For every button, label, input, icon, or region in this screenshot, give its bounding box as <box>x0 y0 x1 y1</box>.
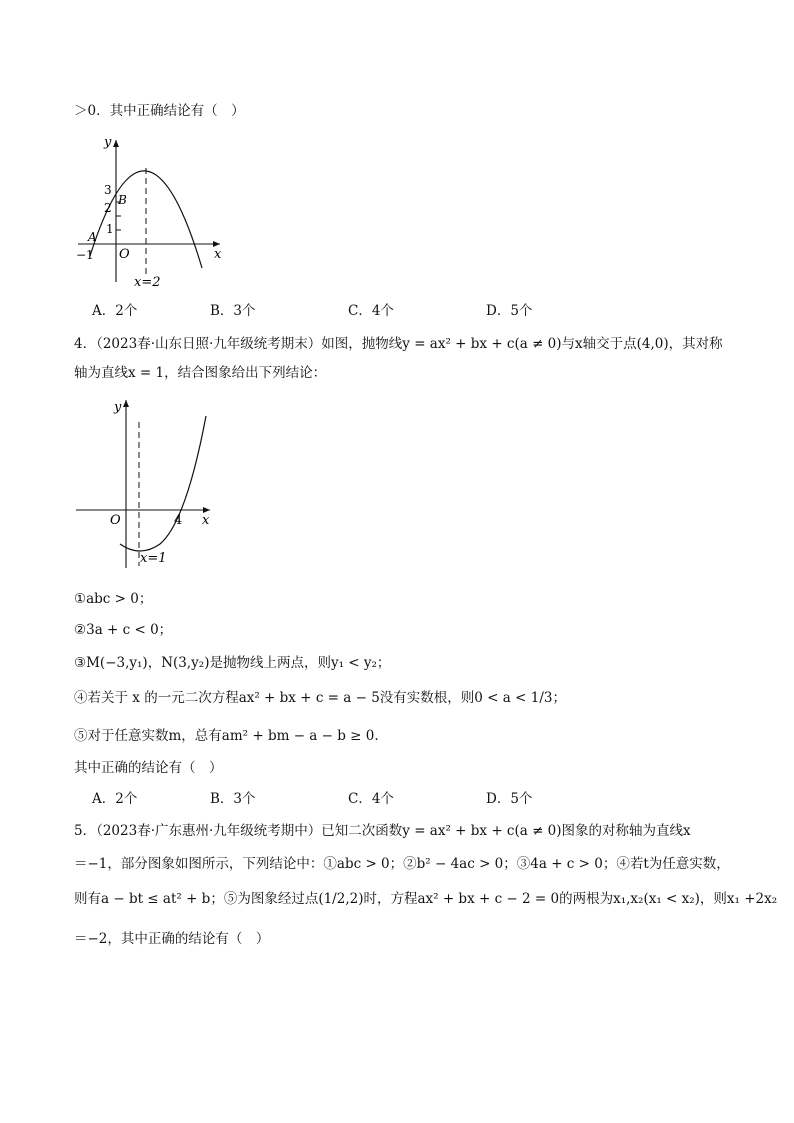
q4-option-d[interactable]: D．5个 <box>486 791 533 807</box>
q3-option-d[interactable]: D．5个 <box>486 303 533 319</box>
q3-parabola-graph <box>74 132 234 292</box>
graph2-y-label: y <box>114 400 122 415</box>
graph1-x-label: x <box>214 247 222 262</box>
graph1-axis-label: x=2 <box>134 275 161 290</box>
q5-stem-line3: 则有a − bt ≤ at² + b；⑤为图象经过点(1/2,2)时，方程ax² + bx + c − 2 = 0的两根为x₁,x₂(x₁ < x₂)，则x₁ +2x₂ <box>74 891 778 907</box>
q5-stem-line1: 5．（2023春·广东惠州·九年级统考期中）已知二次函数y = ax² + bx + c(a ≠ 0)图象的对称轴为直线x <box>74 823 691 839</box>
graph1-tick-neg1: −1 <box>76 248 94 262</box>
graph2-x-label: x <box>202 513 210 528</box>
q4-stem-line1: 4．（2023春·山东日照·九年级统考期末）如图，抛物线y = ax² + bx + c(a ≠ 0)与x轴交于点(4,0)，其对称 <box>74 336 723 352</box>
q3-option-b[interactable]: B．3个 <box>210 303 256 319</box>
q5-stem-line2: ＝−1，部分图象如图所示，下列结论中：①abc > 0；②b² − 4ac > 0；③4a + c > 0；④若t为任意实数， <box>74 856 730 872</box>
graph2-axis-label: x=1 <box>140 551 167 566</box>
q4-ask: 其中正确的结论有（ ） <box>74 760 223 776</box>
graph2-tick-4: 4 <box>174 513 183 528</box>
graph1-point-a: A <box>88 230 97 244</box>
q4-conclusion-1: ①abc > 0； <box>74 591 153 607</box>
graph1-tick-3: 3 <box>104 183 112 197</box>
q4-option-c[interactable]: C．4个 <box>348 791 394 807</box>
q4-stem-line2: 轴为直线x = 1，结合图象给出下列结论： <box>74 365 327 381</box>
graph1-tick-1: 1 <box>106 222 114 236</box>
q3-question-tail: ＞0．其中正确结论有（ ） <box>74 103 245 119</box>
graph2-origin-label: O <box>110 513 121 528</box>
q3-option-a[interactable]: A．2个 <box>92 303 138 319</box>
graph1-y-label: y <box>104 135 112 150</box>
q4-conclusion-4: ④若关于 x 的一元二次方程ax² + bx + c = a − 5没有实数根，则0 < a < 1/3； <box>74 690 566 706</box>
q3-option-c[interactable]: C．4个 <box>348 303 394 319</box>
q5-stem-line4: ＝−2，其中正确的结论有（ ） <box>74 931 270 947</box>
q4-conclusion-2: ②3a + c < 0； <box>74 622 173 638</box>
q4-conclusion-3: ③M(−3,y₁)，N(3,y₂)是抛物线上两点，则y₁ < y₂； <box>74 655 391 671</box>
q4-parabola-graph <box>74 396 234 576</box>
q4-option-b[interactable]: B．3个 <box>210 791 256 807</box>
q4-conclusion-5: ⑤对于任意实数m，总有am² + bm − a − b ≥ 0. <box>74 728 379 744</box>
graph1-origin-label: O <box>119 247 130 262</box>
q4-option-a[interactable]: A．2个 <box>92 791 138 807</box>
graph1-point-b: B <box>118 193 127 207</box>
graph1-tick-2: 2 <box>104 201 112 215</box>
